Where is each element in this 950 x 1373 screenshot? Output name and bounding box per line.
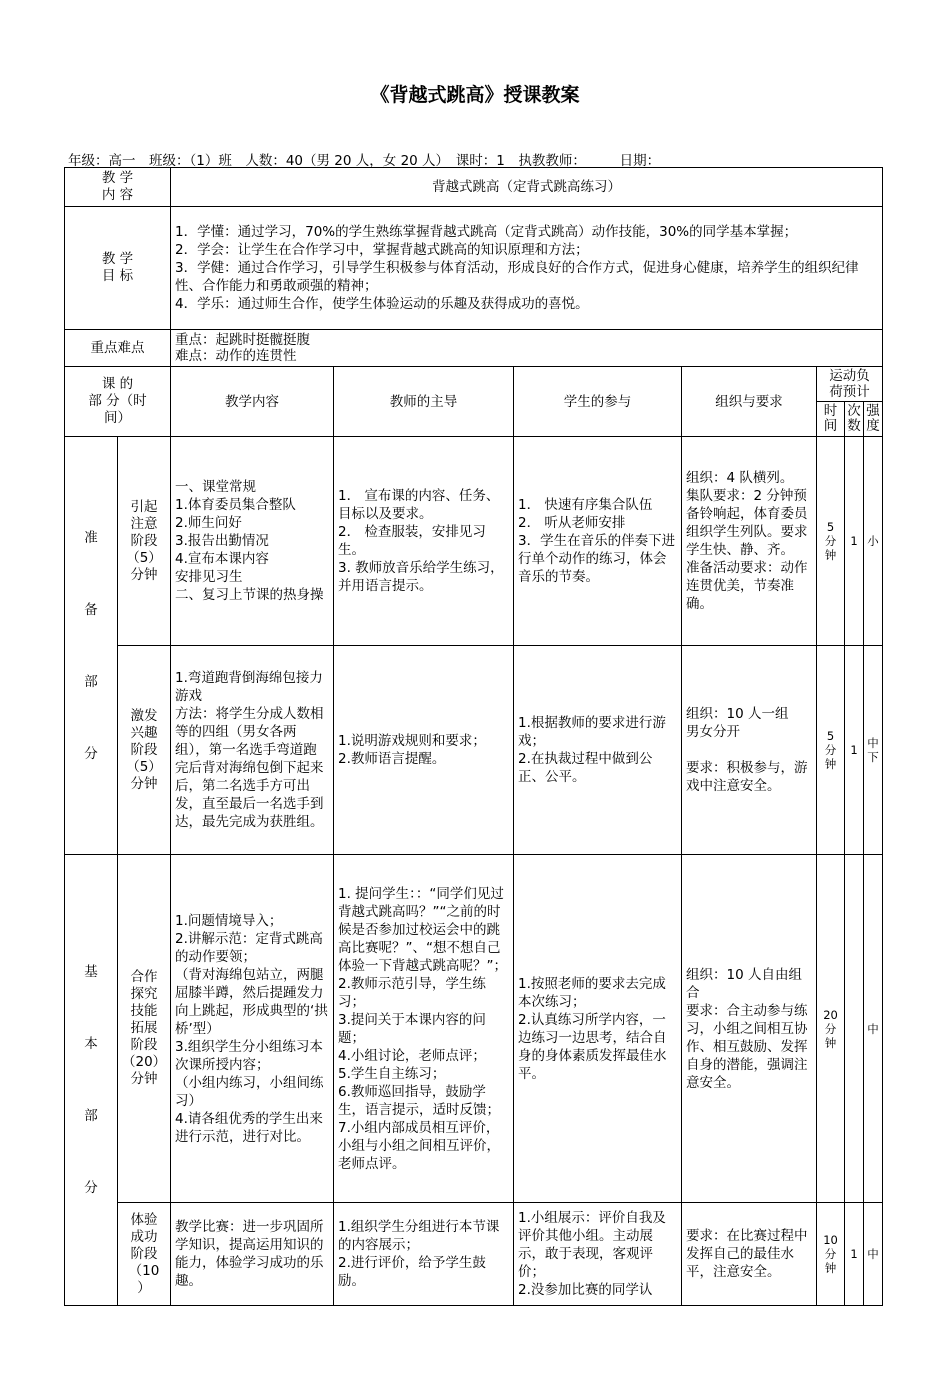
student-cell xyxy=(514,855,682,1203)
intensity-cell xyxy=(864,437,883,646)
time-text: 5 分 钟 xyxy=(824,729,837,771)
header-time-text: 时 间 xyxy=(823,403,838,434)
section-basic-label xyxy=(65,855,118,1306)
goal-item: 3．学健：通过合作学习，引导学生积极参与体育活动，形成良好的合作方式，促进身心健康，培养学生的组织纪律性、合作能力和勇敢顽强的精神； xyxy=(175,260,859,294)
content-text: 1.问题情境导入； 2.讲解示范：定背式跳高的动作要领； （背对海绵包站立，两腿屈膝半蹲，然后提踵发力向上跳起，形成典型的‘拱桥’型） 3.组织学生分小组练习本次课所授内容； （小组内练习，小组间练习） 4.请各组优秀的学生出来进行示范，进行对比。 xyxy=(175,912,328,1145)
student-text: 1.小组展示：评价自我及评价其他小组。主动展示，敢于表现，客观评价； 2.没参加比赛的同学认 xyxy=(518,1210,666,1298)
goals-row xyxy=(65,207,883,330)
teacher-cell xyxy=(334,855,514,1203)
time-cell xyxy=(817,646,845,855)
teacher-cell xyxy=(334,437,514,646)
keypoints-row xyxy=(65,330,883,367)
header-content: 教学内容 xyxy=(171,367,334,437)
intensity-cell: 中 xyxy=(864,1203,883,1306)
header-time xyxy=(817,402,845,437)
goals-label xyxy=(65,207,171,330)
table-row xyxy=(65,855,883,1203)
org-cell xyxy=(682,646,817,855)
intensity-text: 小 xyxy=(867,534,879,548)
section-basic-text: 基 本 部 分 xyxy=(84,964,98,1196)
count-cell: 1 xyxy=(845,437,864,646)
time-text: 5 分 钟 xyxy=(824,520,837,562)
content-value: 背越式跳高（定背式跳高练习） xyxy=(171,168,883,207)
header-count xyxy=(845,402,864,437)
content-text: 一、课堂常规 1.体育委员集合整队 2.师生问好 3.报告出勤情况 4.宣布本课内容 安排见习生 二、复习上节课的热身操 xyxy=(175,479,324,603)
header-student: 学生的参与 xyxy=(514,367,682,437)
org-text: 要求：在比赛过程中发挥自己的最佳水平，注意安全。 xyxy=(686,1228,808,1280)
intensity-text: 中 下 xyxy=(867,736,879,764)
table-row xyxy=(65,437,883,646)
time-cell xyxy=(817,855,845,1203)
stage-cell xyxy=(118,855,171,1203)
stage-cell xyxy=(118,437,171,646)
student-cell xyxy=(514,1203,682,1306)
class-info-line: 年级：高一 班级：（1）班 人数：40（男 20 人，女 20 人） 课时：1 执教教师： 日期： xyxy=(68,153,661,169)
section-prep-label xyxy=(65,437,118,855)
time-text: 10 分 钟 xyxy=(823,1233,838,1275)
content-text: 教学比赛：进一步巩固所学知识，提高运用知识的能力，体验学习成功的乐趣。 xyxy=(175,1219,324,1289)
table-row xyxy=(65,646,883,855)
header-teacher: 教师的主导 xyxy=(334,367,514,437)
stage-text: 引起 注意 阶段 （5） 分钟 xyxy=(126,498,162,583)
org-cell xyxy=(682,437,817,646)
lesson-plan-table xyxy=(64,167,883,1306)
content-label-text: 教 学 内 容 xyxy=(101,170,134,203)
goals-label-text: 教 学 目 标 xyxy=(101,251,134,284)
teacher-cell xyxy=(334,1203,514,1306)
count-cell: 1 xyxy=(845,1203,864,1306)
student-text: 1． 快速有序集合队伍 2． 听从老师安排 3．学生在音乐的伴奏下进行单个动作的练习，体会音乐的节奏。 xyxy=(518,497,676,585)
time-text: 20 分 钟 xyxy=(823,1007,838,1050)
org-text: 组织：10 人一组 男女分开 要求：积极参与，游戏中注意安全。 xyxy=(686,706,808,794)
stage-text: 激发 兴趣 阶段 （5） 分钟 xyxy=(126,707,162,792)
header-part-text: 课 的 部 分（时 间） xyxy=(88,376,147,426)
org-text: 组织：10 人自由组合 要求：合主动参与练习，小组之间相互协作、相互鼓励、发挥自身的潜能，强调注意安全。 xyxy=(686,966,808,1091)
org-text: 组织：4 队横列。 集队要求：2 分钟预备铃响起，体育委员组织学生列队。要求学生快、静、齐。 准备活动要求：动作连贯优美，节奏准确。 xyxy=(686,470,808,612)
student-text: 1.按照老师的要求去完成本次练习； 2.认真练习所学内容，一边练习一边思考，结合自身的身体素质发挥最佳水平。 xyxy=(518,975,667,1082)
goals-cell xyxy=(171,207,883,330)
count-cell xyxy=(845,855,864,1203)
intensity-cell: 中 xyxy=(864,855,883,1203)
goal-item: 4．学乐：通过师生合作，使学生体验运动的乐趣及获得成功的喜悦。 xyxy=(175,296,589,312)
content-row xyxy=(65,168,883,207)
teacher-text: 1.说明游戏规则和要求； 2.教师语言提醒。 xyxy=(338,733,486,767)
header-part xyxy=(65,367,171,437)
keypoint-focus: 重点：起跳时挺髋挺腹 xyxy=(175,332,311,348)
stage-cell xyxy=(118,646,171,855)
time-cell xyxy=(817,1203,845,1306)
content-cell xyxy=(171,437,334,646)
keypoints-cell xyxy=(171,330,883,367)
count-cell: 1 xyxy=(845,646,864,855)
stage-text: 合作 探究 技能 拓展 阶段 （20） 分钟 xyxy=(122,969,167,1087)
content-label xyxy=(65,168,171,207)
stage-text: 体验 成功 阶段 （10 ） xyxy=(128,1211,160,1296)
content-cell xyxy=(171,855,334,1203)
org-cell xyxy=(682,1203,817,1306)
content-cell xyxy=(171,1203,334,1306)
keypoints-label: 重点难点 xyxy=(65,330,171,367)
org-cell xyxy=(682,855,817,1203)
header-load-text: 运动负 荷预计 xyxy=(829,368,870,400)
header-intensity xyxy=(864,402,883,437)
teacher-text: 1． 宣布课的内容、任务、目标以及要求。 2． 检查服装，安排见习生。 3. 教师放音乐给学生练习，并用语言提示。 xyxy=(338,488,504,594)
page-title: 《背越式跳高》授课教案 xyxy=(370,84,580,106)
student-cell xyxy=(514,437,682,646)
student-text: 1.根据教师的要求进行游戏； 2.在执裁过程中做到公正、公平。 xyxy=(518,715,666,785)
goal-item: 1．学懂：通过学习，70%的学生熟练掌握背越式跳高（定背式跳高）动作技能，30%的同学基本掌握； xyxy=(175,224,798,240)
header-count-text: 次 数 xyxy=(847,403,861,434)
content-cell xyxy=(171,646,334,855)
table-row xyxy=(65,1203,883,1306)
section-prep-text: 准 备 部 分 xyxy=(84,529,98,762)
header-org: 组织与要求 xyxy=(682,367,817,437)
teacher-text: 1. 提问学生：：“同学们见过背越式跳高吗？”“之前的时候是否参加过校运会中的跳高比赛呢？”、“想不想自己体验一下背越式跳高呢？”； 2.教师示范引导，学生练习； 3.提问关于本课内容的问题； 4.小组讨论，老师点评； 5.学生自主练习； 6.教师巡回指导，鼓励学生，语言提示，适时反馈； 7.小组内部成员相互评价，小组与小组之间相互评价，老师点评。 xyxy=(338,885,508,1172)
teacher-text: 1.组织学生分组进行本节课的内容展示； 2.进行评价，给予学生鼓励。 xyxy=(338,1219,500,1289)
teacher-cell xyxy=(334,646,514,855)
content-text: 1.弯道跑背倒海绵包接力游戏 方法：将学生分成人数相等的四组（男女各两组），第一名选手弯道跑完后背对海绵包倒下起来后，第二名选手方可出发，直至最后一名选手到达，最先完成为获胜组。 xyxy=(175,670,324,830)
keypoint-difficulty: 难点：动作的连贯性 xyxy=(175,348,297,364)
header-intensity-text: 强 度 xyxy=(866,403,880,434)
goal-item: 2．学会：让学生在合作学习中，掌握背越式跳高的知识原理和方法； xyxy=(175,242,589,258)
header-row-1 xyxy=(65,367,883,402)
header-load xyxy=(817,367,883,402)
time-cell xyxy=(817,437,845,646)
intensity-cell xyxy=(864,646,883,855)
student-cell xyxy=(514,646,682,855)
stage-cell xyxy=(118,1203,171,1306)
